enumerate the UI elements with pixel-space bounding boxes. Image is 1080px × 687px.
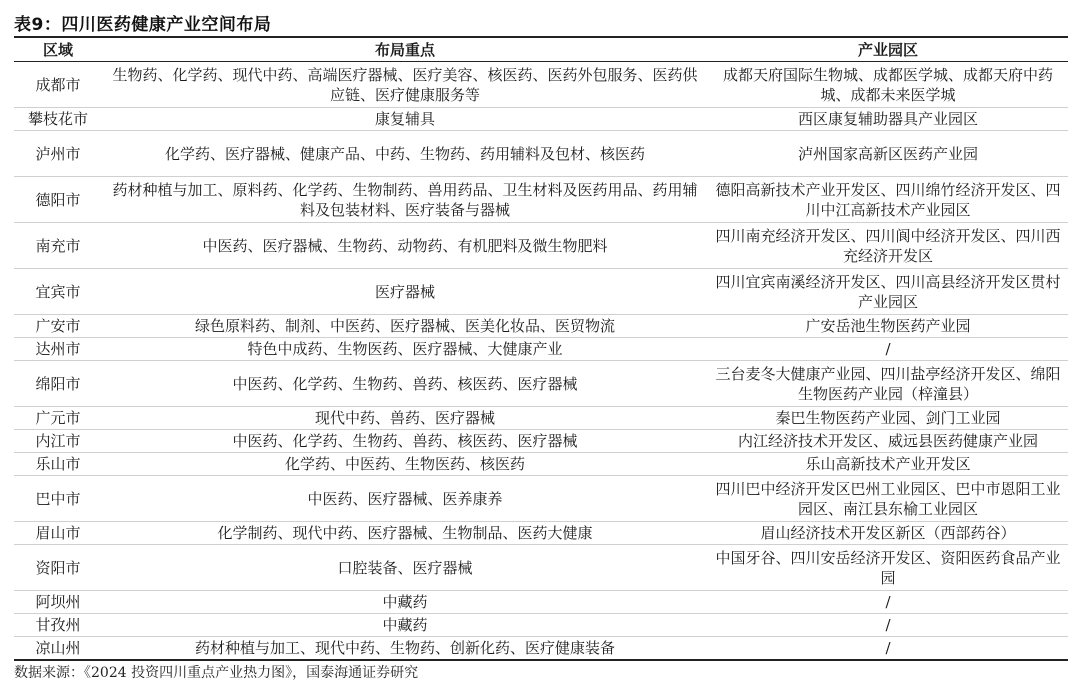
table-header-row <box>14 37 1068 62</box>
focus-cell: 中医药、化学药、生物药、兽药、核医药、医疗器械 <box>102 361 708 407</box>
focus-cell: 化学制药、现代中药、医疗器械、生物制品、医药大健康 <box>102 522 708 545</box>
park-cell: 四川南充经济开发区、四川阆中经济开发区、四川西充经济开发区 <box>708 223 1068 269</box>
region-cell: 宜宾市 <box>14 269 102 315</box>
park-cell: / <box>708 614 1068 637</box>
park-cell: 四川巴中经济开发区巴州工业园区、巴中市恩阳工业园区、南江县东榆工业园区 <box>708 476 1068 522</box>
table-row <box>14 476 1068 522</box>
header-park: 产业园区 <box>708 37 1068 62</box>
table-row <box>14 453 1068 476</box>
table-row <box>14 177 1068 223</box>
park-cell: / <box>708 637 1068 660</box>
header-region: 区域 <box>14 37 102 62</box>
focus-cell: 中医药、医疗器械、生物药、动物药、有机肥料及微生物肥料 <box>102 223 708 269</box>
table-row <box>14 591 1068 614</box>
table-row <box>14 407 1068 430</box>
focus-cell: 医疗器械 <box>102 269 708 315</box>
table-row <box>14 223 1068 269</box>
region-cell: 广安市 <box>14 315 102 338</box>
focus-cell: 中医药、化学药、生物药、兽药、核医药、医疗器械 <box>102 430 708 453</box>
table-row <box>14 62 1068 108</box>
table-row <box>14 315 1068 338</box>
table-row <box>14 545 1068 591</box>
region-cell: 巴中市 <box>14 476 102 522</box>
park-cell: 乐山高新技术产业开发区 <box>708 453 1068 476</box>
focus-cell: 中藏药 <box>102 591 708 614</box>
table-row <box>14 614 1068 637</box>
region-cell: 南充市 <box>14 223 102 269</box>
region-cell: 资阳市 <box>14 545 102 591</box>
table-row <box>14 338 1068 361</box>
region-cell: 泸州市 <box>14 131 102 177</box>
region-cell: 内江市 <box>14 430 102 453</box>
region-cell: 德阳市 <box>14 177 102 223</box>
header-focus: 布局重点 <box>102 37 708 62</box>
focus-cell: 药材种植与加工、原料药、化学药、生物制药、兽用药品、卫生材料及医药用品、药用辅料及包装材料、医疗装备与器械 <box>102 177 708 223</box>
region-cell: 攀枝花市 <box>14 108 102 131</box>
table-row <box>14 108 1068 131</box>
park-cell: 四川宜宾南溪经济开发区、四川高县经济开发区贯村产业园区 <box>708 269 1068 315</box>
park-cell: 秦巴生物医药产业园、剑门工业园 <box>708 407 1068 430</box>
park-cell: 西区康复辅助器具产业园区 <box>708 108 1068 131</box>
data-source-note: 数据来源：《2024 投资四川重点产业热力图》，国泰海通证券研究 <box>14 665 419 681</box>
focus-cell: 绿色原料药、制剂、中医药、医疗器械、医美化妆品、医贸物流 <box>102 315 708 338</box>
region-cell: 成都市 <box>14 62 102 108</box>
park-cell: 德阳高新技术产业开发区、四川绵竹经济开发区、四川中江高新技术产业园区 <box>708 177 1068 223</box>
park-cell: 广安岳池生物医药产业园 <box>708 315 1068 338</box>
park-cell: 成都天府国际生物城、成都医学城、成都天府中药城、成都未来医学城 <box>708 62 1068 108</box>
region-cell: 眉山市 <box>14 522 102 545</box>
region-cell: 阿坝州 <box>14 591 102 614</box>
table-row <box>14 430 1068 453</box>
table-title: 表9：四川医药健康产业空间布局 <box>14 15 272 35</box>
park-cell: 三台麦冬大健康产业园、四川盐亭经济开发区、绵阳生物医药产业园（梓潼县） <box>708 361 1068 407</box>
focus-cell: 中藏药 <box>102 614 708 637</box>
region-cell: 甘孜州 <box>14 614 102 637</box>
park-cell: 中国牙谷、四川安岳经济开发区、资阳医药食品产业园 <box>708 545 1068 591</box>
focus-cell: 口腔装备、医疗器械 <box>102 545 708 591</box>
table-row <box>14 131 1068 177</box>
focus-cell: 药材种植与加工、现代中药、生物药、创新化药、医疗健康装备 <box>102 637 708 660</box>
focus-cell: 生物药、化学药、现代中药、高端医疗器械、医疗美容、核医药、医药外包服务、医药供应链、医疗健康服务等 <box>102 62 708 108</box>
table-row <box>14 522 1068 545</box>
focus-cell: 化学药、中医药、生物医药、核医药 <box>102 453 708 476</box>
region-cell: 达州市 <box>14 338 102 361</box>
region-cell: 广元市 <box>14 407 102 430</box>
focus-cell: 特色中成药、生物医药、医疗器械、大健康产业 <box>102 338 708 361</box>
table-row <box>14 637 1068 660</box>
table-row <box>14 361 1068 407</box>
park-cell: / <box>708 591 1068 614</box>
park-cell: 泸州国家高新区医药产业园 <box>708 131 1068 177</box>
region-cell: 绵阳市 <box>14 361 102 407</box>
focus-cell: 康复辅具 <box>102 108 708 131</box>
focus-cell: 现代中药、兽药、医疗器械 <box>102 407 708 430</box>
park-cell: / <box>708 338 1068 361</box>
table-row <box>14 269 1068 315</box>
layout-table <box>14 37 1068 661</box>
region-cell: 凉山州 <box>14 637 102 660</box>
focus-cell: 中医药、医疗器械、医养康养 <box>102 476 708 522</box>
focus-cell: 化学药、医疗器械、健康产品、中药、生物药、药用辅料及包材、核医药 <box>102 131 708 177</box>
park-cell: 眉山经济技术开发区新区（西部药谷） <box>708 522 1068 545</box>
region-cell: 乐山市 <box>14 453 102 476</box>
park-cell: 内江经济技术开发区、威远县医药健康产业园 <box>708 430 1068 453</box>
